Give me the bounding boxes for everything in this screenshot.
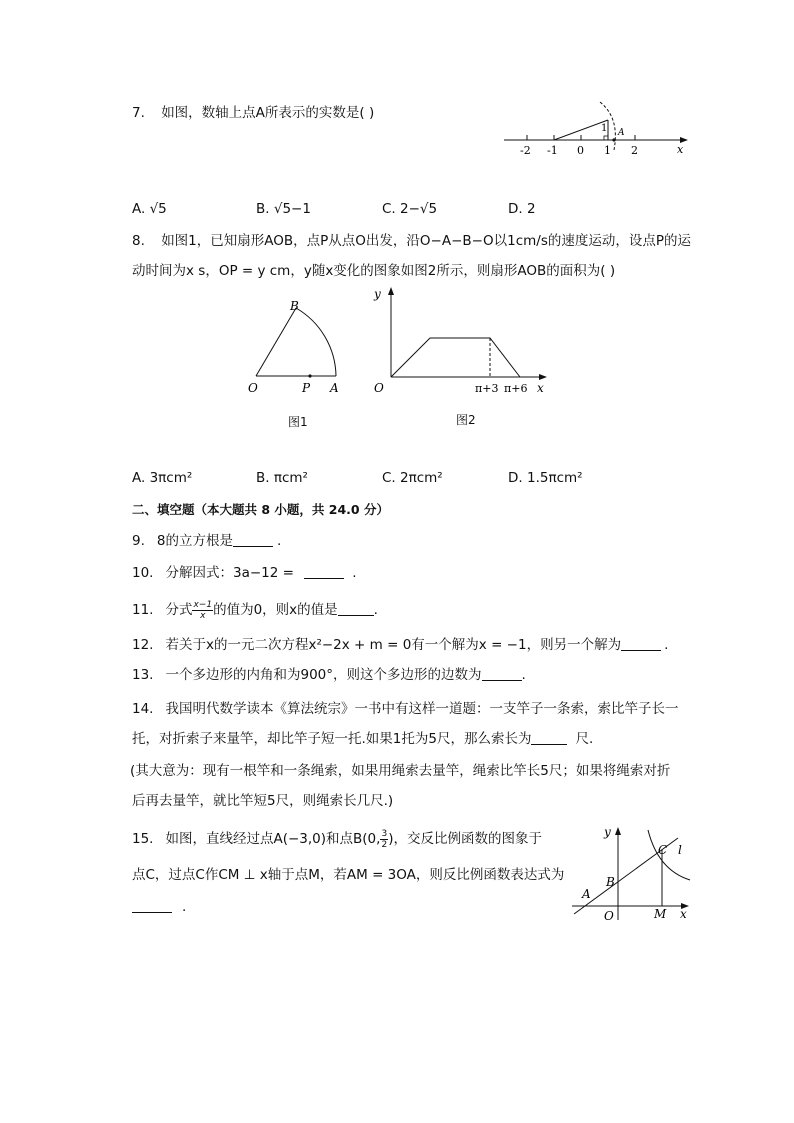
question-8-line-2: 动时间为x s，OP = y cm，y随x变化的图象如图2所示，则扇形AOB的面积为( ) (132, 263, 616, 279)
fraction-denominator: x (200, 610, 206, 621)
question-7 (132, 104, 374, 122)
label-b: B (290, 299, 299, 313)
point-c-label: C (658, 843, 668, 857)
side-one-label: 1 (601, 123, 608, 134)
answer-blank[interactable] (233, 532, 273, 547)
question-14-note-2: 后再去量竿，就比竿短5尺，则绳索长几尺.) (132, 793, 394, 809)
axis-x-label: x (680, 907, 687, 921)
question-text: 一个多边形的内角和为900°，则这个多边形的边数为 (165, 667, 482, 683)
question-text: 托，对折索子来量竿，却比竿子短一托.如果1托为5尺，那么索长为 (132, 731, 532, 747)
figure-2-caption: 图2 (456, 413, 476, 427)
question-15-line-3 (132, 898, 186, 916)
label-p: P (302, 381, 311, 395)
label-a: A (330, 381, 339, 395)
figure-1-caption: 图1 (288, 415, 308, 429)
tick-label: 2 (631, 144, 638, 157)
option-b: B. πcm² (256, 470, 308, 486)
point-m-label: M (654, 907, 667, 921)
question-text: 如图1，已知扇形AOB，点P从点O出发，沿O−A−B−O以1cm/s的速度运动，设点P的运 (161, 233, 691, 249)
axis-y-label: y (604, 825, 611, 839)
fraction-numerator: 3 (381, 828, 388, 839)
option-b: B. √5−1 (256, 201, 311, 217)
tick-label: π+3 (475, 382, 499, 395)
question-13 (132, 666, 526, 684)
question-end: . (276, 533, 282, 549)
number-line-figure (500, 98, 700, 160)
answer-blank[interactable] (531, 730, 567, 745)
question-end: . (352, 565, 357, 581)
question-15 (132, 828, 542, 850)
label-o: O (248, 381, 258, 395)
option-a: A. √5 (132, 201, 167, 217)
fraction-numerator: x−1 (193, 599, 213, 610)
question-11 (132, 599, 378, 621)
point-b-label: B (606, 875, 615, 889)
point-a-label: A (582, 887, 591, 901)
question-number: 9. (132, 533, 145, 549)
question-15-line-2: 点C，过点C作CM ⊥ x轴于点M，若AM = 3OA，则反比例函数表达式为 (132, 867, 565, 883)
axis-y-label: y (374, 287, 381, 301)
question-12 (132, 636, 668, 654)
question-text: 如图，数轴上点A所表示的实数是( ) (161, 105, 375, 121)
tick-label: π+6 (504, 382, 528, 395)
answer-blank[interactable] (304, 564, 344, 579)
question-text-2: 的值为0，则x的值是 (213, 602, 338, 618)
question-number: 13. (132, 667, 154, 683)
point-a-label: A (618, 128, 625, 138)
question-10 (132, 564, 357, 582)
answer-blank[interactable] (482, 666, 522, 681)
line-l-label: l (678, 843, 682, 857)
tick-label: -1 (547, 144, 558, 157)
origin-label: O (604, 909, 614, 923)
option-c: C. 2πcm² (382, 470, 443, 486)
question-text-2: )，交反比例函数的图象于 (388, 831, 542, 847)
question-number: 14. (132, 701, 154, 717)
question-text: 若关于x的一元二次方程x²−2x + m = 0有一个解为x = −1，则另一个解为 (165, 637, 622, 653)
fraction (192, 600, 213, 621)
option-d: D. 1.5πcm² (508, 470, 583, 486)
question-9 (132, 532, 281, 550)
tick-label: 1 (604, 144, 611, 157)
option-d: D. 2 (508, 201, 536, 217)
answer-blank[interactable] (621, 636, 661, 651)
question-number: 15. (132, 831, 154, 847)
option-c: C. 2−√5 (382, 201, 438, 217)
question-end: . (664, 637, 669, 653)
question-end: 尺. (575, 731, 594, 747)
question-end: . (182, 899, 187, 915)
inverse-function-figure (566, 818, 694, 926)
axis-x-label: x (677, 143, 684, 156)
fraction-denominator: 2 (381, 839, 388, 850)
answer-blank[interactable] (132, 898, 172, 913)
question-14-line-2 (132, 730, 593, 748)
section-title: 二、填空题（本大题共 8 小题，共 24.0 分） (132, 502, 389, 517)
question-end: . (521, 667, 526, 683)
question-text: 分式 (165, 602, 193, 618)
function-graph-figure (366, 282, 556, 400)
sector-figure (240, 296, 350, 400)
question-text: 我国明代数学读本《算法统宗》一书中有这样一道题：一支竿子一条索，索比竿子长一 (165, 701, 679, 717)
tick-label: 0 (577, 144, 584, 157)
question-number: 7. (132, 105, 145, 121)
question-number: 8. (132, 233, 145, 249)
question-14 (132, 700, 678, 718)
origin-label: O (374, 381, 384, 395)
question-number: 11. (132, 602, 154, 618)
question-text: 如图，直线经过点A(−3,0)和点B(0, (165, 831, 381, 847)
answer-blank[interactable] (338, 601, 374, 616)
question-end: . (373, 602, 378, 618)
question-text: 分解因式：3a−12 = (165, 565, 299, 581)
question-text: 8的立方根是 (156, 533, 233, 549)
question-number: 12. (132, 637, 154, 653)
tick-label: -2 (520, 144, 531, 157)
question-number: 10. (132, 565, 154, 581)
axis-x-label: x (537, 381, 544, 395)
option-a: A. 3πcm² (132, 470, 193, 486)
question-8 (132, 232, 691, 250)
question-14-note-1: (其大意为：现有一根竿和一条绳索，如果用绳索去量竿，绳索比竿长5尺；如果将绳索对折 (130, 763, 671, 779)
